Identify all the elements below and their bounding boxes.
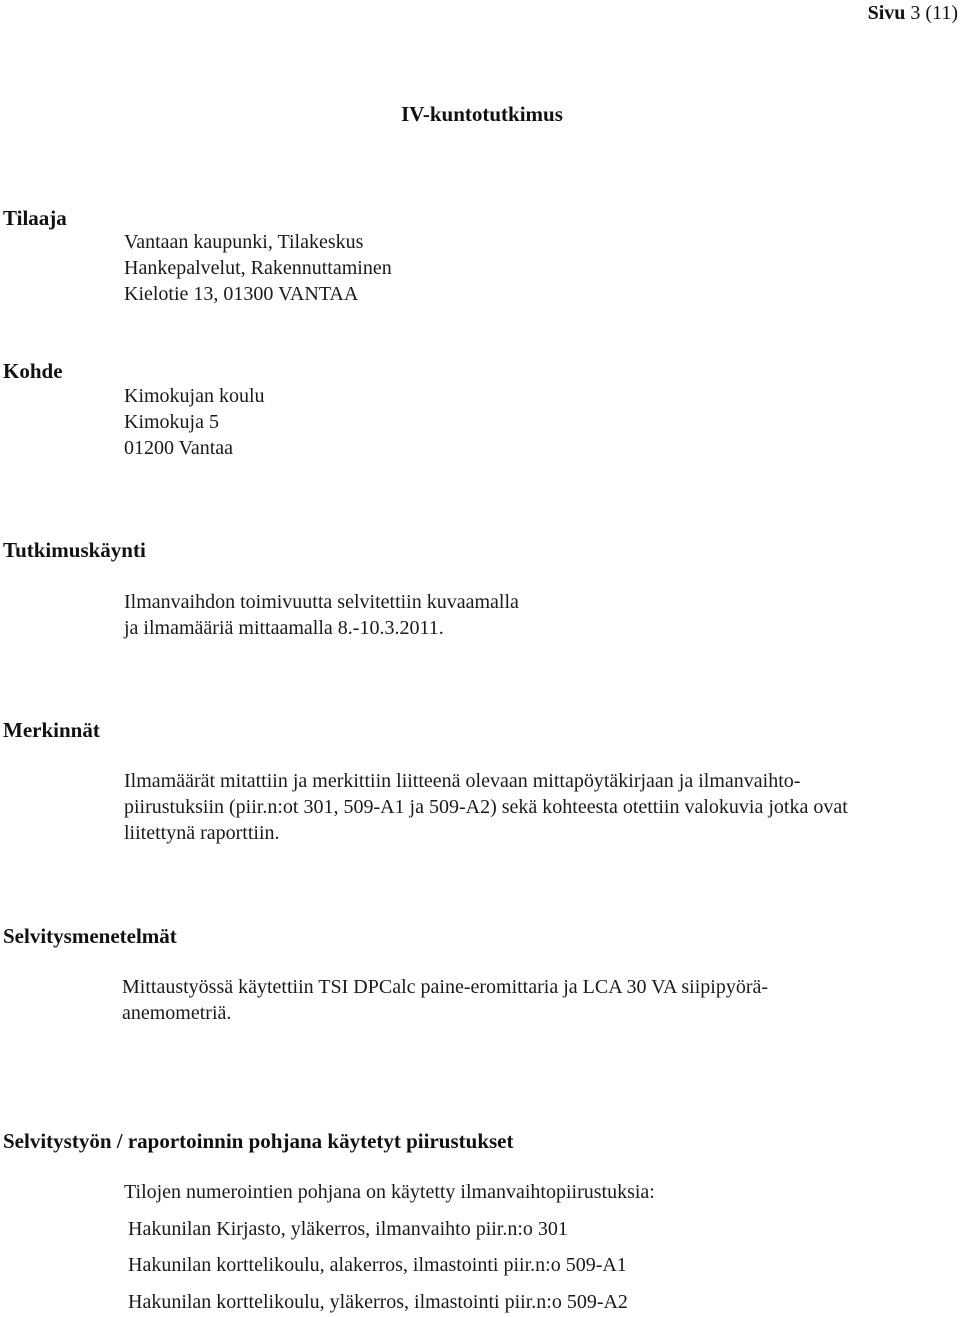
section-heading-tilaaja: Tilaaja <box>3 206 67 230</box>
merkinnat-line: liitettynä raporttiin. <box>124 822 280 844</box>
tutkimuskaynti-line: Ilmanvaihdon toimivuutta selvitettiin kuvaamalla <box>124 591 519 613</box>
kohde-line: 01200 Vantaa <box>124 437 234 459</box>
tilaaja-line: Kielotie 13, 01300 VANTAA <box>124 283 359 305</box>
piirustukset-intro: Tilojen numerointien pohjana on käytetty ilmanvaihtopiirustuksia: <box>124 1181 655 1203</box>
kohde-line: Kimokujan koulu <box>124 385 265 407</box>
section-heading-tutkimuskaynti: Tutkimuskäynti <box>3 538 146 562</box>
page-number-prefix: Sivu <box>867 2 906 24</box>
merkinnat-line: Ilmamäärät mitattiin ja merkittiin liitteenä olevaan mittapöytäkirjaan ja ilmanvaihto- <box>124 770 801 792</box>
page-number <box>868 2 958 25</box>
piirustus-item: Hakunilan korttelikoulu, alakerros, ilmastointi piir.n:o 509-A1 <box>128 1254 627 1276</box>
kohde-line: Kimokuja 5 <box>124 411 219 433</box>
page-number-value: 3 (11) <box>910 2 958 24</box>
document-title: IV-kuntotutkimus <box>401 102 563 126</box>
piirustus-item: Hakunilan Kirjasto, yläkerros, ilmanvaihto piir.n:o 301 <box>128 1218 568 1240</box>
tilaaja-line: Hankepalvelut, Rakennuttaminen <box>124 257 392 279</box>
merkinnat-line: piirustuksiin (piir.n:ot 301, 509-A1 ja 509-A2) sekä kohteesta otettiin valokuvia jotka ovat <box>124 796 848 818</box>
selvitysmenetelmat-line: Mittaustyössä käytettiin TSI DPCalc paine-eromittaria ja LCA 30 VA siipipyörä- <box>122 976 769 998</box>
piirustus-item: Hakunilan korttelikoulu, yläkerros, ilmastointi piir.n:o 509-A2 <box>128 1291 628 1313</box>
section-heading-merkinnat: Merkinnät <box>3 718 100 742</box>
tutkimuskaynti-line: ja ilmamääriä mittaamalla 8.-10.3.2011. <box>124 617 444 639</box>
tilaaja-line: Vantaan kaupunki, Tilakeskus <box>124 231 364 253</box>
section-heading-selvitysmenetelmat: Selvitysmenetelmät <box>3 924 177 948</box>
section-heading-kohde: Kohde <box>3 359 63 383</box>
section-heading-piirustukset: Selvitystyön / raportoinnin pohjana käytetyt piirustukset <box>3 1129 514 1153</box>
selvitysmenetelmat-line: anemometriä. <box>122 1002 232 1024</box>
